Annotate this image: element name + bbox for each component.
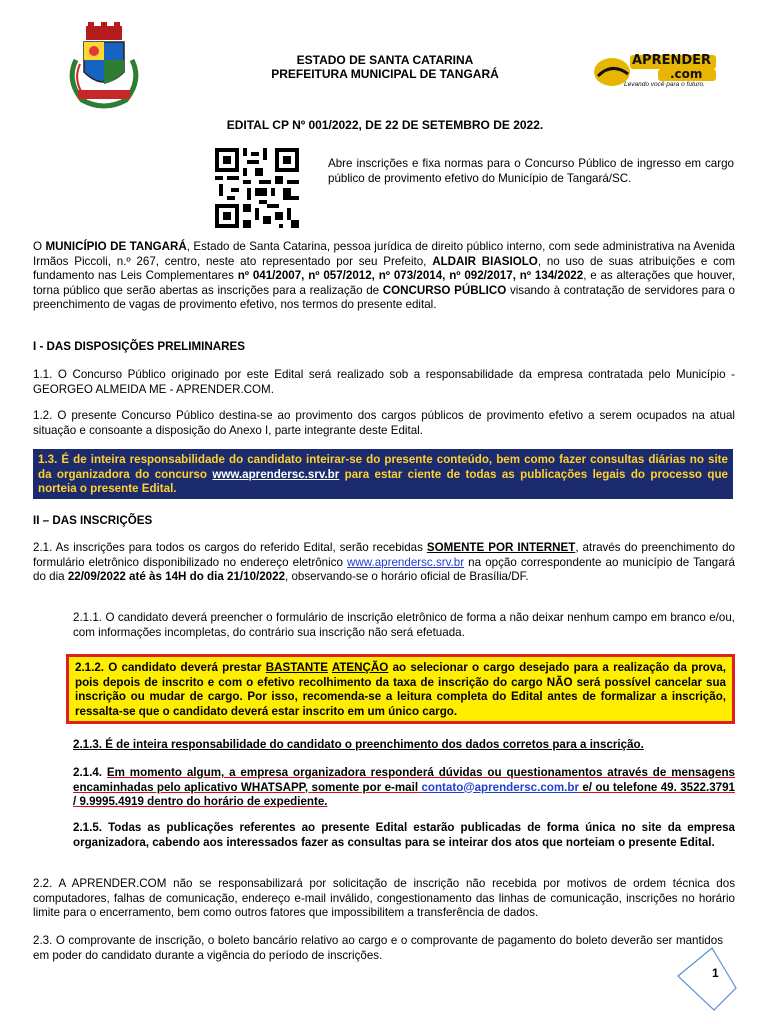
item-2-1-5: 2.1.5. Todas as publicações referentes ao presente Edital estarão publicadas de forma única no site da empresa organizadora, cabendo aos interessados fazer as consultas para se inteirar dos atos que norteiam o presente Edital.	[73, 821, 735, 849]
edital-title: EDITAL CP Nº 001/2022, DE 22 DE SETEMBRO DE 2022.	[226, 118, 544, 132]
atencao-word: ATENÇÃO	[331, 661, 389, 674]
concurso-publico: CONCURSO PÚBLICO	[382, 283, 507, 297]
aprender-logo-name: APRENDER	[632, 53, 712, 68]
inscricao-dates: 22/09/2022 até às 14H do dia 21/10/2022	[67, 570, 286, 584]
page-number: 1	[712, 966, 719, 980]
municipio-name: MUNICÍPIO DE TANGARÁ	[45, 240, 187, 253]
item-2-3: 2.3. O comprovante de inscrição, o boleto bancário relativo ao cargo e o comprovante de pagamento do boleto deverão ser mantidos em poder do candidato durante a vigência do período de inscrições.	[33, 934, 723, 962]
section-2-heading: II – DAS INSCRIÇÕES	[33, 514, 153, 527]
item-2-1-4: 2.1.4. Em momento algum, a empresa organizadora responderá dúvidas ou questionamentos através de mensagens encaminhadas pelo aplicativo WHATSAPP, somente por e-mail contato@aprendersc.com.br e/ ou telefone 49. 3522.3791 / 9.9995.4919 dentro do horário de expediente.	[73, 766, 735, 809]
item-2-1-2-warning-box: 2.1.2. O candidato deverá prestar BASTANTE ATENÇÃO ao selecionar o cargo desejado para a realização da prova, pois depois de inscrito e com o efetivo recolhimento da taxa de inscrição do cargo NÃO será possível cancelar sua inscrição ou mudar de cargo. Por isso, recomenda-se a leitura completa do Edital antes de formalizar a inscrição, ressalta-se que o candidato deverá estar inscrito em um único cargo.	[66, 654, 735, 724]
aprender-site-link-2[interactable]: www.aprendersc.srv.br	[347, 555, 465, 569]
item-2-2: 2.2. A APRENDER.COM não se responsabilizará por solicitação de inscrição não recebida por motivos de ordem técnica dos computadores, falhas de comunicação, endereço e-mail inválido, congestionamento das linhas de comunicação, inscrições no horário limite para o encerramento, bem como outros fatores que impossibilitem a transferência de dados.	[33, 877, 735, 920]
item-2-1-1: 2.1.1. O candidato deverá preencher o formulário de inscrição eletrônico de forma a não deixar nenhum campo em branco e/ou, com informações incompletas, do contrário sua inscrição não será efetuada.	[73, 611, 735, 639]
item-1-2: 1.2. O presente Concurso Público destina-se ao provimento dos cargos públicos de provimento efetivo a serem ocupados na atual situação e consoante a disposição do Anexo I, parte integrante deste Edital.	[33, 409, 735, 437]
leis-complementares: nº 041/2007, nº 057/2012, nº 073/2014, nº 092/2017, nº 134/2022	[237, 269, 584, 283]
prefeito-name: ALDAIR BIASIOLO	[432, 254, 538, 268]
item-1-3-highlight-box: 1.3. É de inteira responsabilidade do candidato inteirar-se do presente conteúdo, bem como fazer consultas diárias no site da organizadora do concurso www.aprendersc.srv.br para estar ciente de todas as publicações legais do processo que norteia o presente Edital.	[33, 449, 733, 499]
item-2-1: 2.1. As inscrições para todos os cargos do referido Edital, serão recebidas SOMENTE POR INTERNET, através do preenchimento do formulário eletrônico disponibilizado no endereço eletrônico www.aprendersc.srv.br na opção correspondente ao município de Tangará do dia 22/09/2022 até às 14H do dia 21/10/2022, observando-se o horário oficial de Brasília/DF.	[33, 541, 735, 584]
aprender-logo-domain: .com	[670, 67, 703, 81]
edital-summary: Abre inscrições e fixa normas para o Concurso Público de ingresso em cargo público de provimento efetivo do Município de Tangará/SC.	[328, 157, 734, 185]
header-prefeitura: PREFEITURA MUNICIPAL DE TANGARÁ	[271, 67, 499, 81]
coat-of-arms-logo	[62, 20, 146, 110]
aprender-logo-slogan: Levando você para o futuro.	[624, 81, 705, 88]
aprender-logo	[592, 52, 722, 92]
item-2-1-3: 2.1.3. É de inteira responsabilidade do candidato o preenchimento dos dados corretos para a inscrição.	[73, 738, 644, 751]
somente-internet: SOMENTE POR INTERNET	[426, 541, 576, 554]
aprender-site-link[interactable]: www.aprendersc.srv.br	[212, 467, 340, 481]
item-1-1: 1.1. O Concurso Público originado por este Edital será realizado sob a responsabilidade da empresa contratada pelo Município - GEORGEO ALMEIDA ME - APRENDER.COM.	[33, 368, 735, 396]
bastante-word: BASTANTE	[265, 661, 329, 674]
header-state: ESTADO DE SANTA CATARINA	[296, 53, 474, 67]
intro-paragraph: O MUNICÍPIO DE TANGARÁ, Estado de Santa Catarina, pessoa jurídica de direito público interno, com sede administrativa na Avenida Irmãos Piccoli, n.º 267, centro, neste ato representado por seu Prefeito, ALDAIR BIASIOLO, no uso de suas atribuições e com fundamento nas Leis Complementares nº 041/2007, nº 057/2012, nº 073/2014, nº 092/2017, nº 134/2022, e as alterações que houver, torna público que serão abertas as inscrições para a realização de CONCURSO PÚBLICO visando à contratação de servidores para o preenchimento de vagas de provimento efetivo, nos termos do presente edital.	[33, 240, 736, 312]
contact-email-link[interactable]: contato@aprendersc.com.br	[421, 780, 579, 794]
section-1-heading: I - DAS DISPOSIÇÕES PRELIMINARES	[33, 340, 245, 353]
qr-code-icon	[215, 148, 299, 228]
page-number-badge	[672, 944, 742, 1014]
